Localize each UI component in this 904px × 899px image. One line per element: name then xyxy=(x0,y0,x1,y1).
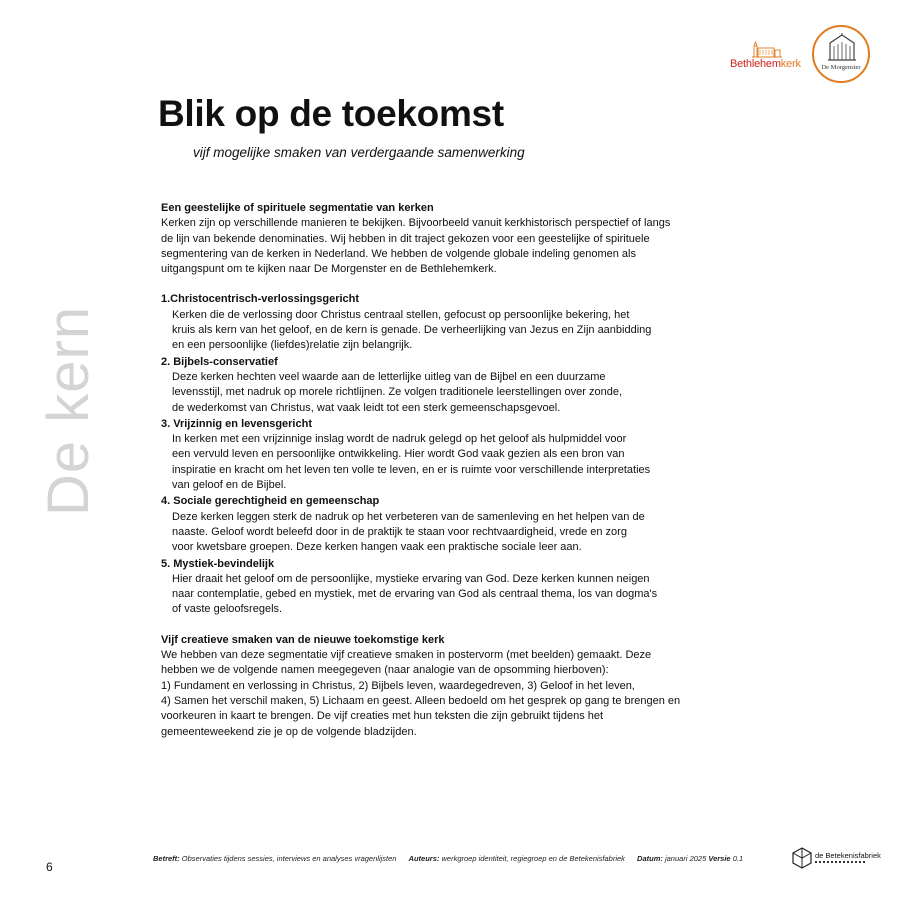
text-line: Deze kerken leggen sterk de nadruk op het verbeteren van de samenleving en het helpen van de xyxy=(172,510,645,523)
section-paragraph xyxy=(161,648,701,740)
bethlehemkerk-logo-text: Bethlehemkerk xyxy=(730,58,801,70)
betekenisfabriek-logo xyxy=(792,847,882,869)
list-item-heading: 4. Sociale gerechtigheid en gemeenschap xyxy=(161,495,380,508)
text-line: kruis als kern van het geloof, en de kern is genade. De verheerlijking van Jezus en Zijn aanbidding xyxy=(172,324,652,337)
text-line: gemeenteweekend zie je op de volgende bladzijden. xyxy=(161,725,417,738)
text-line: voorkeuren in kaart te brengen. De vijf creaties met hun teksten die zijn gebruikt tijdens het xyxy=(161,710,604,723)
text-line: 1) Fundament en verlossing in Christus, 2) Bijbels leven, waardegedreven, 3) Geloof in het leven, xyxy=(161,679,635,692)
list-item-heading: 3. Vrijzinnig en levensgericht xyxy=(161,417,312,430)
text-line: Kerken zijn op verschillende manieren te bekijken. Bijvoorbeeld vanuit kerkhistorisch perspectief of langs xyxy=(161,217,671,230)
page-title: Blik op de toekomst xyxy=(158,93,504,134)
section-heading: Een geestelijke of spirituele segmentatie van kerken xyxy=(161,202,434,214)
text-line: een vervuld leven en persoonlijke ontwikkeling. Hier wordt God vaak gezien als een bron van xyxy=(172,448,625,461)
betekenisfabriek-logo-text: de Betekenisfabriek xyxy=(815,851,881,860)
footer-versie-value: 0.1 xyxy=(732,854,744,863)
text-line: 4) Samen het verschil maken, 5) Lichaam en geest. Alleen bedoeld om het gesprek op gang te brengen en xyxy=(161,694,681,707)
text-line: uitgangspunt om te kijken naar De Morgenster en de Bethlehemkerk. xyxy=(161,263,497,276)
text-line: Hier draait het geloof om de persoonlijke, mystieke ervaring van God. Deze kerken kunnen neigen xyxy=(172,572,650,585)
bethlehemkerk-logo xyxy=(730,38,810,72)
footer-betreft-label: Betreft: xyxy=(153,854,180,863)
text-line: en een persoonlijke (liefdes)relatie zijn belangrijk. xyxy=(172,339,413,352)
text-line: hebben we de volgende namen meegegeven (naar analogie van de opsomming hierboven): xyxy=(161,664,609,677)
segment-list xyxy=(161,292,701,617)
list-item xyxy=(161,355,701,416)
section-flavours xyxy=(161,633,701,740)
side-label: De kern xyxy=(36,305,101,516)
text-line: inspiratie en kracht om het leven ten volle te leven, en er is ruimte voor verschillende interpretaties xyxy=(172,463,651,476)
list-item-text xyxy=(161,572,701,618)
section-segmentation xyxy=(161,201,701,277)
footer-datum-value: januari 2025 xyxy=(664,854,707,863)
text-line: In kerken met een vrijzinnige inslag wordt de nadruk gelegd op het geloof als hulpmiddel voor xyxy=(172,433,627,446)
text-line: de wederkomst van Christus, wat vaak leidt tot een sterk gemeenschapsgevoel. xyxy=(172,401,561,414)
list-item xyxy=(161,557,701,618)
morgenster-logo xyxy=(812,25,870,83)
text-line: levensstijl, met nadruk op morele richtlijnen. Ze volgen traditionele leerstellingen over zonde, xyxy=(172,386,623,399)
list-item-text xyxy=(161,370,701,416)
logo-underline xyxy=(815,861,867,863)
text-line: segmentering van de kerken in Nederland. We hebben de volgende globale indeling genomen als xyxy=(161,247,636,260)
church-building-icon xyxy=(827,33,857,61)
main-content xyxy=(161,201,701,740)
list-item-heading: 5. Mystiek-bevindelijk xyxy=(161,557,275,570)
text-line: van geloof en de Bijbel. xyxy=(172,479,287,492)
footer-auteurs-label: Auteurs: xyxy=(408,854,440,863)
list-item-text xyxy=(161,308,701,354)
text-line: naar contemplatie, gebed en mystiek, met de ervaring van God als centraal thema, los van dogma's xyxy=(172,588,658,601)
cube-icon xyxy=(792,847,812,869)
church-icon xyxy=(752,38,782,58)
list-item-heading: 2. Bijbels-conservatief xyxy=(161,355,278,368)
footer-betreft-value: Observaties tijdens sessies, interviews en analyses vragenlijsten xyxy=(181,854,397,863)
list-item xyxy=(161,494,701,555)
text-line: of vaste geloofsregels. xyxy=(172,603,283,616)
section-heading: Vijf creatieve smaken van de nieuwe toekomstige kerk xyxy=(161,633,445,646)
list-item-text xyxy=(161,432,701,493)
section-paragraph xyxy=(161,216,701,277)
list-item xyxy=(161,292,701,353)
text-line: Deze kerken hechten veel waarde aan de letterlijke uitleg van de Bijbel en een duurzame xyxy=(172,370,606,383)
text-line: We hebben van deze segmentatie vijf creatieve smaken in postervorm (met beelden) gemaakt. Deze xyxy=(161,649,652,662)
text-line: de lijn van bekende denominaties. Wij hebben in dit traject gekozen voor een geestelijke of spirituele xyxy=(161,232,650,245)
text-line: naaste. Geloof wordt beleefd door in de praktijk te staan voor rechtvaardigheid, vrede en zorg xyxy=(172,525,627,538)
footer xyxy=(153,854,743,863)
text-line: voor kwetsbare groepen. Deze kerken hangen vaak een praktische sociale leer aan. xyxy=(172,541,582,554)
list-item xyxy=(161,417,701,493)
page-number: 6 xyxy=(46,860,53,874)
list-item-text xyxy=(161,510,701,556)
text-line: Kerken die de verlossing door Christus centraal stellen, gefocust op persoonlijke bekering, het xyxy=(172,308,630,321)
footer-versie-label: Versie xyxy=(708,854,731,863)
page-subtitle: vijf mogelijke smaken van verdergaande samenwerking xyxy=(193,145,525,160)
footer-datum-label: Datum: xyxy=(637,854,663,863)
footer-auteurs-value: werkgroep identiteit, regiegroep en de Betekenisfabriek xyxy=(441,854,625,863)
morgenster-logo-text: De Morgenster xyxy=(821,64,861,71)
list-item-heading: 1.Christocentrisch-verlossingsgericht xyxy=(161,293,360,306)
